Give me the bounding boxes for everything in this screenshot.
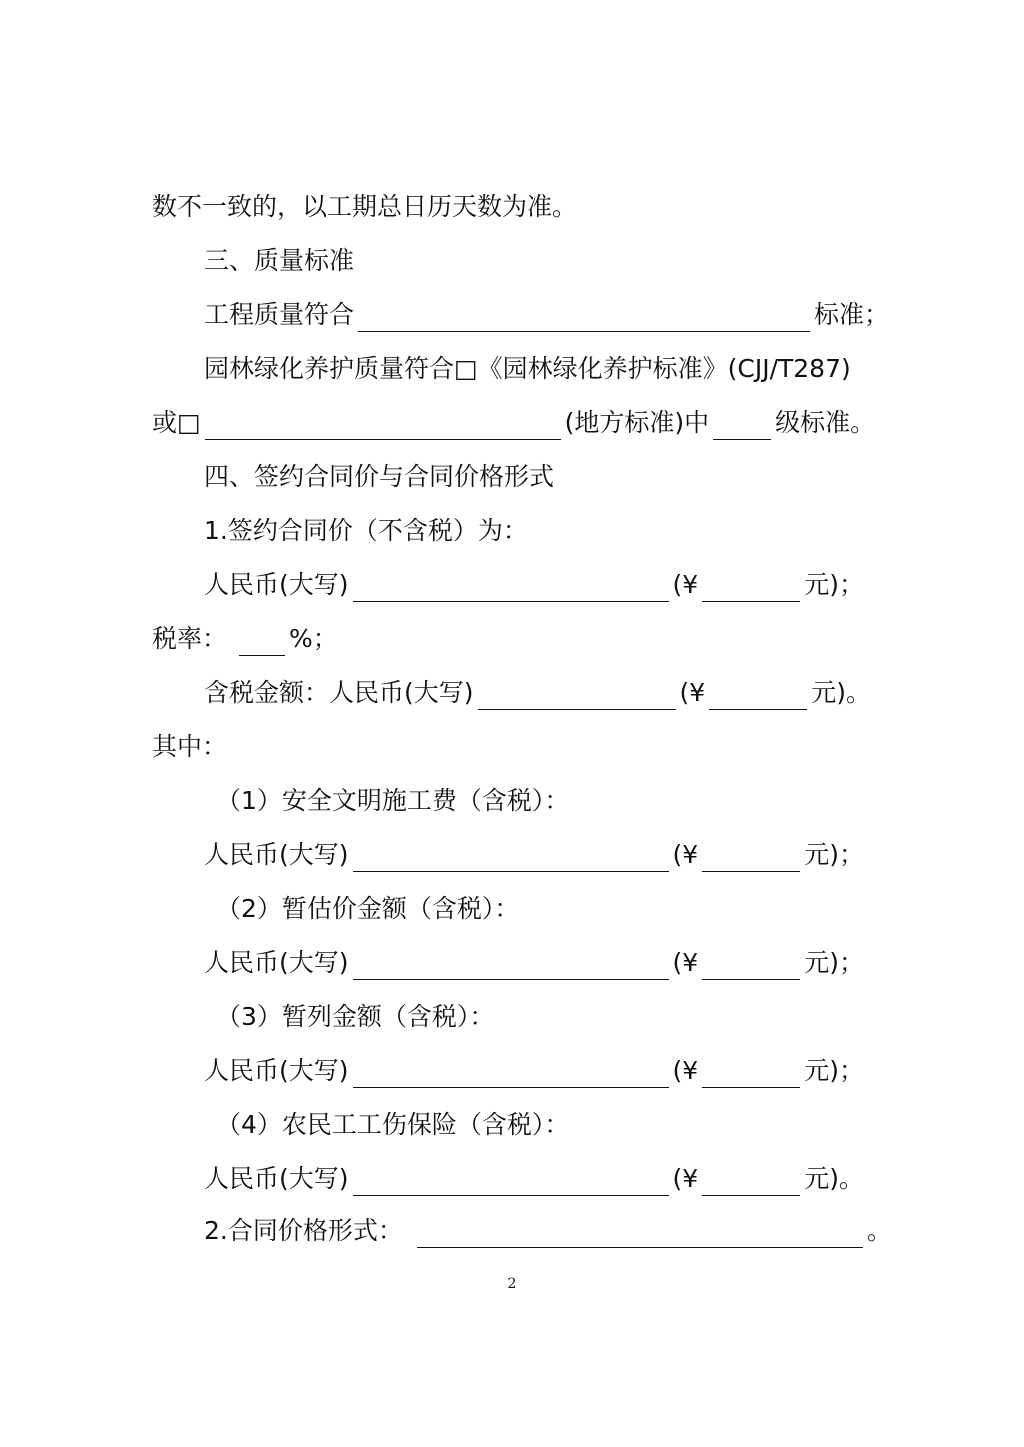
text: 或□	[152, 408, 201, 437]
amount-words-blank[interactable]	[353, 1061, 669, 1088]
text: 工程质量符合	[204, 300, 355, 329]
line-landscape-quality	[204, 352, 851, 386]
tax-rate-blank[interactable]	[239, 629, 285, 656]
text: 其中：	[152, 732, 228, 761]
text: 1.签约合同价（不含税）为：	[204, 516, 528, 545]
text: 三、质量标准	[204, 246, 355, 275]
item-4-heading	[216, 1108, 569, 1142]
local-standard-blank[interactable]	[205, 413, 561, 440]
section-3-heading	[204, 244, 354, 278]
text: (¥	[672, 1164, 699, 1193]
amount-number-blank[interactable]	[702, 845, 800, 872]
text: 数不一致的，以工期总日历天数为准。	[152, 192, 578, 221]
item-3-heading	[216, 1000, 494, 1034]
text: 元)；	[804, 1056, 864, 1085]
amount-number-blank[interactable]	[702, 953, 800, 980]
text: 元)；	[804, 570, 864, 599]
amount-number-blank[interactable]	[709, 683, 807, 710]
amount-words-blank[interactable]	[478, 683, 676, 710]
text: (¥	[679, 678, 706, 707]
text: 四、签约合同价与合同价格形式	[204, 462, 555, 491]
section-4-heading	[204, 460, 554, 494]
text: 元)。	[804, 1164, 864, 1193]
text: （1）安全文明施工费（含税）：	[216, 786, 570, 815]
text: (¥	[672, 948, 699, 977]
line-price-form	[204, 1214, 892, 1248]
price-form-blank[interactable]	[417, 1221, 863, 1248]
line-tax-inclusive	[204, 676, 871, 710]
line-rmb-1	[204, 568, 864, 602]
text: 人民币(大写)	[204, 1056, 349, 1085]
amount-words-blank[interactable]	[353, 845, 669, 872]
text: 园林绿化养护质量符合□《园林绿化养护标准》(CJJ/T287)	[204, 354, 851, 383]
line-1	[152, 190, 577, 224]
text: （3）暂列金额（含税）：	[216, 1002, 495, 1031]
amount-words-blank[interactable]	[353, 953, 669, 980]
amount-words-blank[interactable]	[353, 575, 669, 602]
text: (地方标准)中	[564, 408, 710, 437]
text: 人民币(大写)	[204, 570, 349, 599]
text: （2）暂估价金额（含税）：	[216, 894, 520, 923]
quality-standard-blank[interactable]	[358, 305, 810, 332]
amount-number-blank[interactable]	[702, 1169, 800, 1196]
text: 税率：	[152, 624, 228, 653]
text: 元)；	[804, 840, 864, 869]
text: 人民币(大写)	[204, 840, 349, 869]
text: 人民币(大写)	[204, 1164, 349, 1193]
text: （4）农民工工伤保险（含税）：	[216, 1110, 570, 1139]
line-rmb-3	[204, 946, 864, 980]
amount-number-blank[interactable]	[702, 1061, 800, 1088]
text: 2.合同价格形式：	[204, 1216, 403, 1245]
text: (¥	[672, 840, 699, 869]
text: 级标准。	[775, 408, 876, 437]
line-rmb-2	[204, 838, 864, 872]
text: 元)。	[811, 678, 871, 707]
text: 元)；	[804, 948, 864, 977]
item-2-heading	[216, 892, 519, 926]
line-rmb-5	[204, 1162, 864, 1196]
text: 人民币(大写)	[204, 948, 349, 977]
line-tax-rate	[152, 622, 338, 656]
line-local-standard	[152, 406, 875, 440]
text: 标准；	[814, 300, 890, 329]
page-number: 2	[507, 1276, 517, 1292]
grade-blank[interactable]	[713, 413, 771, 440]
amount-words-blank[interactable]	[353, 1169, 669, 1196]
line-rmb-4	[204, 1054, 864, 1088]
item-1-heading	[216, 784, 569, 818]
text: 含税金额：人民币(大写)	[204, 678, 474, 707]
text: 。	[866, 1216, 892, 1245]
amount-number-blank[interactable]	[702, 575, 800, 602]
text: %；	[289, 624, 338, 653]
text: (¥	[672, 1056, 699, 1085]
text: (¥	[672, 570, 699, 599]
line-among	[152, 730, 227, 764]
line-contract-price	[204, 514, 528, 548]
line-quality	[204, 298, 889, 332]
